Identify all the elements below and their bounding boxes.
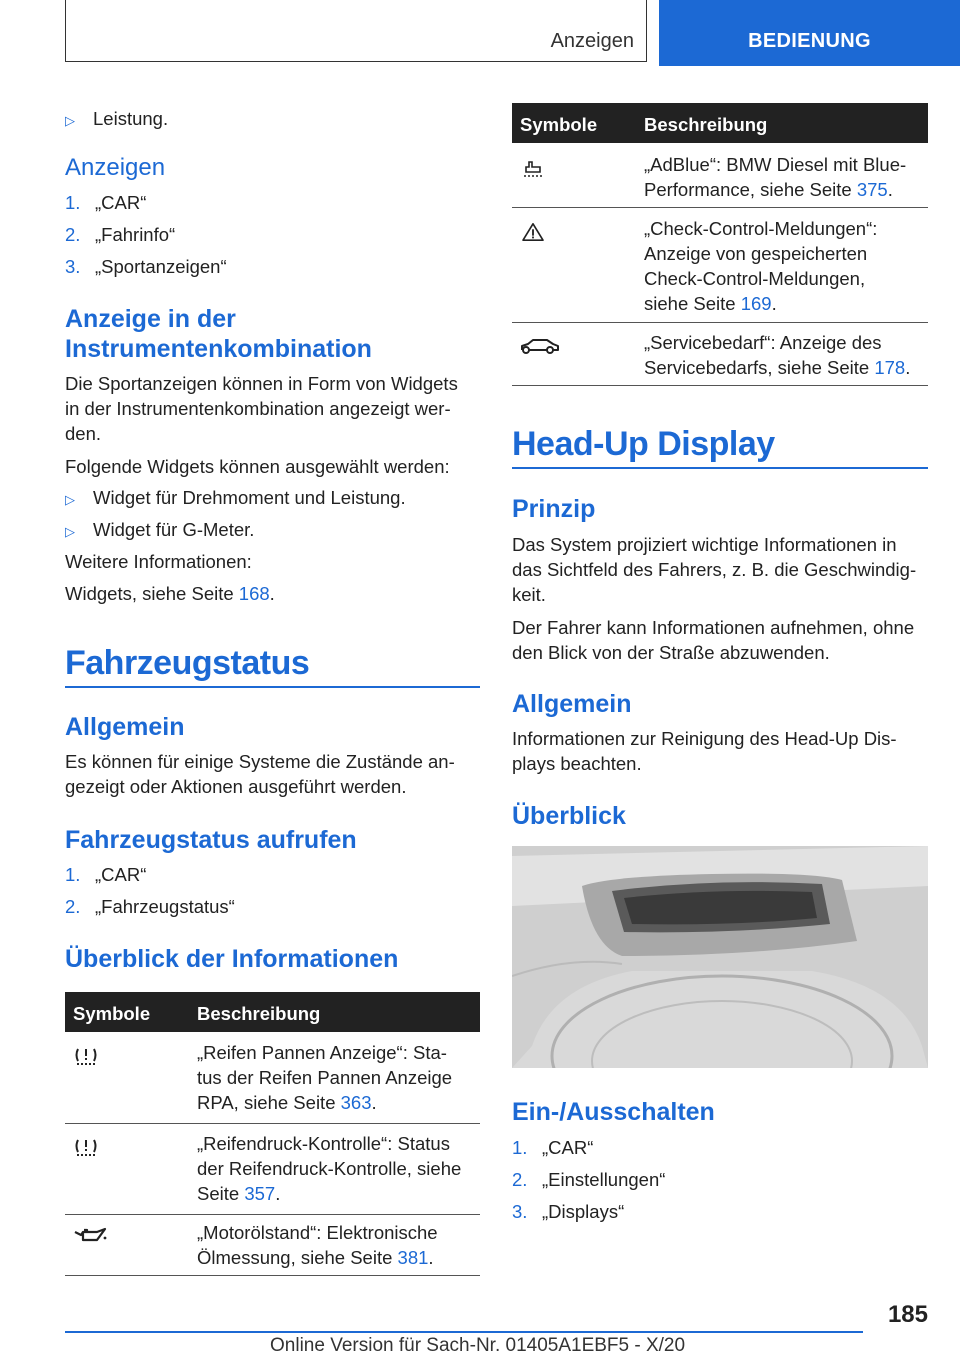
- list-item: 1. „CAR“: [512, 1137, 594, 1158]
- paragraph: Weitere Informationen:: [65, 551, 252, 572]
- triangle-bullet-icon: ▷: [65, 492, 75, 507]
- table-row: „Servicebedarf“: Anzeige des Servicebedarfs, siehe Seite 178.: [512, 330, 928, 386]
- paragraph: Der Fahrer kann Informationen aufnehmen, ohne den Blick von der Straße abzuwenden.: [512, 617, 915, 663]
- page-link[interactable]: 169: [740, 293, 772, 314]
- table-row: „Reifendruck-Kontrolle“: Status der Reifendruck-Kontrolle, siehe Seite 357.: [65, 1131, 480, 1215]
- table-row: „AdBlue“: BMW Diesel mit Blue- Performance, siehe Seite 375.: [512, 152, 928, 208]
- table-row: „Motorölstand“: Elektronische Ölmessung, siehe Seite 381.: [65, 1220, 480, 1276]
- paragraph: Die Sportanzeigen können in Form von Widgets in der Instrumentenkombination angezeigt wer‐ den.: [65, 373, 458, 444]
- list-item: 3. „Displays“: [512, 1201, 625, 1222]
- section-heading-ueberblick-info: Überblick der Informationen: [65, 945, 399, 973]
- list-item: 3. „Sportanzeigen“: [65, 256, 227, 277]
- footer-text: Online Version für Sach-Nr. 01405A1EBF5 - X/20: [270, 1335, 686, 1356]
- list-item: ▷ Leistung.: [65, 106, 168, 133]
- paragraph: Es können für einige Systeme die Zustände an‐ gezeigt oder Aktionen ausgeführt werden.: [65, 751, 455, 797]
- tire-pressure-icon: [73, 1137, 99, 1157]
- page-link[interactable]: 178: [874, 357, 906, 378]
- list-item: 2. „Fahrzeugstatus“: [65, 896, 235, 917]
- header-title: Anzeigen: [550, 30, 634, 52]
- triangle-bullet-icon: ▷: [65, 524, 75, 539]
- page-number: 185: [887, 1301, 928, 1328]
- chapter-title-fahrzeugstatus: Fahrzeugstatus: [65, 644, 310, 682]
- divider: [65, 686, 480, 688]
- paragraph: Folgende Widgets können ausgewählt werden:: [65, 456, 450, 477]
- section-heading-allgemein-hud: Allgemein: [512, 690, 632, 718]
- list-item: 2. „Einstellungen“: [512, 1169, 666, 1190]
- footer-divider: [65, 1331, 863, 1333]
- list-item: ▷ Widget für G-Meter.: [65, 517, 254, 544]
- page-link[interactable]: 375: [856, 179, 888, 200]
- warning-triangle-icon: [520, 222, 546, 242]
- list-item: 1. „CAR“: [65, 864, 147, 885]
- adblue-icon: [520, 158, 546, 178]
- table-header: Symbole Beschreibung: [512, 103, 928, 143]
- header-box: [65, 0, 647, 62]
- header-tab-label: BEDIENUNG: [748, 30, 871, 52]
- page-link[interactable]: 381: [397, 1247, 429, 1268]
- section-heading-kombi: Anzeige in der Instrumentenkombination: [65, 305, 372, 363]
- hud-photo: [512, 846, 928, 1068]
- list-item: 1. „CAR“: [65, 192, 147, 213]
- divider: [512, 467, 928, 469]
- triangle-bullet-icon: ▷: [65, 113, 75, 128]
- table-header: Symbole Beschreibung: [65, 992, 480, 1032]
- reference-line: Widgets, siehe Seite 168.: [65, 583, 275, 604]
- paragraph: Das System projiziert wichtige Informationen in das Sichtfeld des Fahrers, z. B. die Geschwindig‐ keit.: [512, 534, 917, 605]
- page-link[interactable]: 168: [238, 583, 270, 604]
- table-row: „Reifen Pannen Anzeige“: Sta‐ tus der Reifen Pannen Anzeige RPA, siehe Seite 363.: [65, 1040, 480, 1124]
- section-heading-prinzip: Prinzip: [512, 495, 596, 523]
- section-heading-allgemein: Allgemein: [65, 713, 185, 741]
- page-link[interactable]: 357: [244, 1183, 276, 1204]
- list-item: 2. „Fahrinfo“: [65, 224, 176, 245]
- section-heading-anzeigen: Anzeigen: [65, 154, 166, 181]
- header-tab: [659, 0, 960, 66]
- chapter-title-hud: Head-Up Display: [512, 425, 775, 463]
- service-car-icon: [520, 336, 560, 356]
- section-heading-aufrufen: Fahrzeugstatus aufrufen: [65, 826, 357, 854]
- paragraph: Informationen zur Reinigung des Head-Up Dis‐ plays beachten.: [512, 728, 897, 774]
- tire-warning-icon: [73, 1046, 99, 1066]
- section-heading-einaus: Ein-/Ausschalten: [512, 1098, 715, 1126]
- oil-can-icon: [73, 1226, 107, 1246]
- list-item: ▷ Widget für Drehmoment und Leistung.: [65, 485, 406, 512]
- page-link[interactable]: 363: [340, 1092, 372, 1113]
- table-row: „Check-Control-Meldungen“: Anzeige von gespeicherten Check-Control-Meldungen, siehe Seite 169.: [512, 216, 928, 323]
- section-heading-ueberblick: Überblick: [512, 802, 626, 830]
- dashboard-illustration: [512, 846, 928, 1068]
